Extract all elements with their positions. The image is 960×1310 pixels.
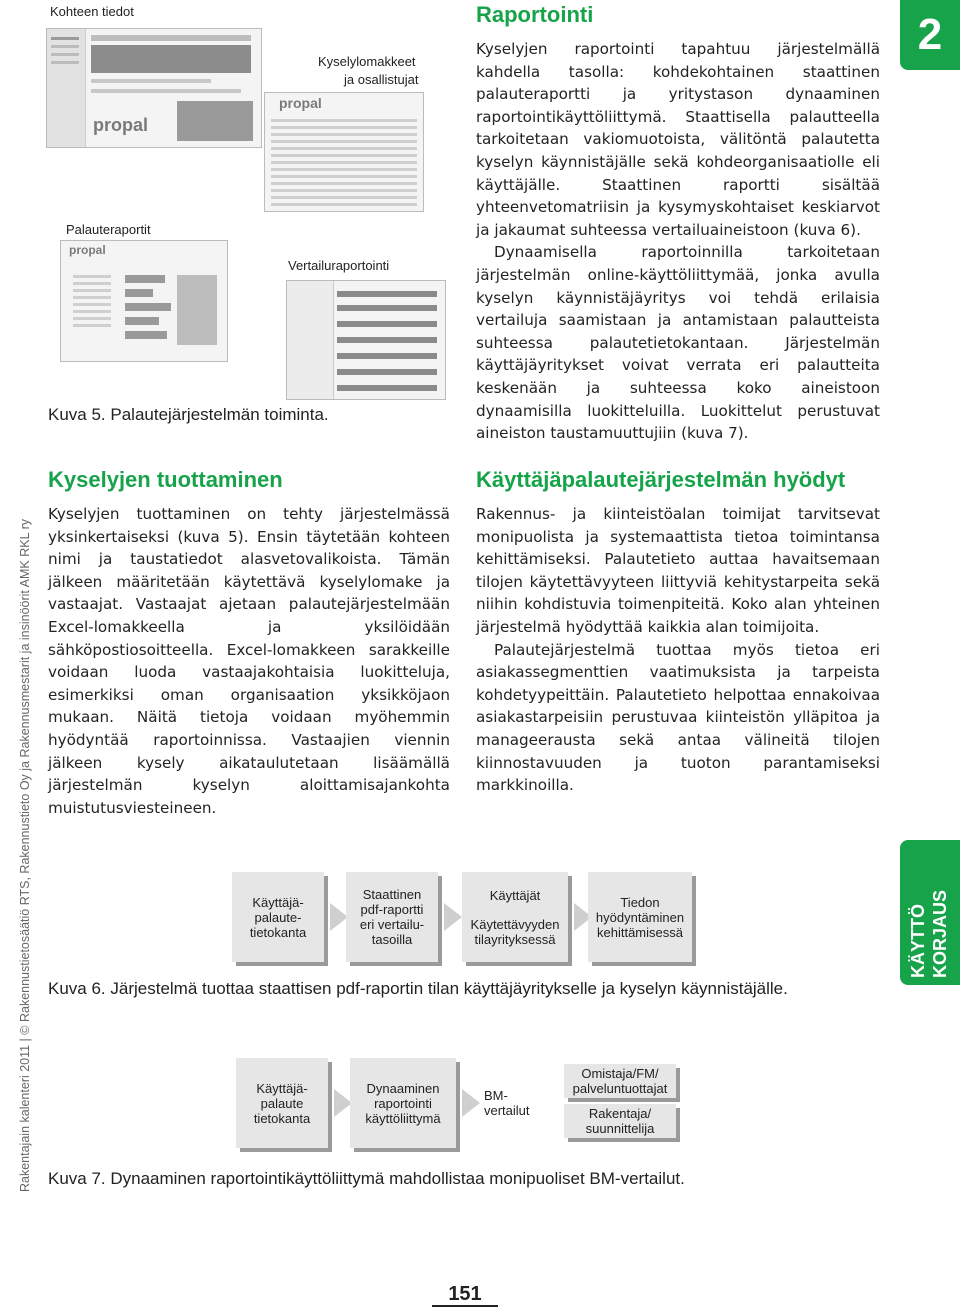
- figure6-caption: Kuva 6. Järjestelmä tuottaa staattisen pdf-raportin tilan käyttäjäyritykselle ja kyselyn käynnistäjälle.: [48, 979, 788, 998]
- fig6-kayttajat-title: Käyttäjät: [489, 887, 541, 903]
- screenshot-kohteen-tiedot: [46, 28, 262, 148]
- chapter-number-tab: 2: [900, 0, 960, 70]
- kyselyjen-text: [48, 503, 450, 819]
- fig6-box-pdf-raportti: Staattinen pdf-raportti eri vertailu- tasoilla: [346, 872, 438, 962]
- propal-logo-small: propal: [279, 95, 322, 111]
- side-tab-line1: KÄYTTÖ: [908, 904, 928, 978]
- screenshot-palauteraportit: [60, 240, 228, 362]
- screenshot-vertailuraportointi: [286, 280, 446, 400]
- figure7-caption: Kuva 7. Dynaaminen raportointikäyttöliittymä mahdollistaa monipuoliset BM-vertailut.: [48, 1169, 685, 1188]
- heading-hyodyt: Käyttäjäpalautejärjestelmän hyödyt: [476, 467, 846, 492]
- screenshot-kyselylomakkeet: [264, 92, 424, 212]
- label-osallistujat: ja osallistujat: [344, 72, 419, 87]
- hyodyt-p1: Rakennus- ja kiinteistöalan toimijat tarvitsevat monipuolista ja systemaattista tietoa toimintansa kehittämiseksi. Palautetieto auttaa havaitsemaan tilojen käytettävyyteen liittyviä kehitystarpeita sekä niihin kohdistuvia toimenpiteitä. Koko alan yhteinen järjestelmä hyödyttää kaikkia alan toimijoita.: [476, 505, 880, 636]
- hyodyt-p2: Palautejärjestelmä tuottaa myös tietoa eri asiakassegmenttien vaatimuksista ja tarpeista kohdetyypeittäin. Palautetieto helpottaa ennakoivaa asiakastarpeisiin perustuvaa kiinteistön ylläpitoa ja manageerausta sekä antaa välineitä tilojen kiinnostavuuden ja tuoton parantamiseksi markkinoilla.: [476, 640, 880, 795]
- fig7-box-omistaja: Omistaja/FM/ palveluntuottajat: [564, 1064, 676, 1098]
- fig7-box-tietokanta: Käyttäjä- palaute tietokanta: [236, 1058, 328, 1148]
- fig7-arrow-2: [462, 1089, 480, 1117]
- heading-kyselyjen-tuottaminen: Kyselyjen tuottaminen: [48, 467, 283, 492]
- raportointi-p2: Dynaamisella raportoinnilla tarkoitetaan järjestelmän online-käyttöliittymää, jonka avulla kyselyn käynnistäjäyritys voi tehdä erilaisia vertailuja saamistaan ja antamistaan palautteista suhteessa palautetietokantaan. Järjestelmän käyttäjäyritykset voivat verrata eri palautteita keskenään ja suhteessa koko aineistoon dynaamisilla luokitteluilla. Luokittelut perustuvat aineiston taustamuuttujiin (kuva 7).: [476, 243, 880, 443]
- raportointi-text: [476, 38, 880, 445]
- fig6-box-tietokanta: Käyttäjä- palaute- tietokanta: [232, 872, 324, 962]
- label-kyselylomakkeet: Kyselylomakkeet: [318, 54, 416, 69]
- label-palauteraportit: Palauteraportit: [66, 222, 151, 237]
- fig6-box-kayttajat: [462, 872, 568, 962]
- label-vertailuraportointi: Vertailuraportointi: [288, 258, 390, 273]
- propal-logo-report: propal: [69, 243, 106, 257]
- propal-logo: propal: [93, 115, 149, 135]
- hyodyt-text: [476, 503, 880, 797]
- page-number-rule: [432, 1305, 498, 1307]
- page-number: 151: [448, 1283, 482, 1305]
- section-side-tab: [900, 840, 960, 985]
- side-tab-line2: KORJAUS: [930, 889, 950, 978]
- fig6-kayttajat-sub: Käytettävyyden tilayrityksessä: [470, 916, 560, 947]
- label-kohteen-tiedot: Kohteen tiedot: [50, 4, 134, 19]
- fig6-arrow-2: [444, 903, 462, 931]
- copyright-credit: Rakentajain kalenteri 2011 | © Rakennustietosäätiö RTS, Rakennustieto Oy ja Rakennusmestarit ja insinöörit AMK RKL ry: [18, 519, 32, 1192]
- heading-raportointi: Raportointi: [476, 2, 594, 27]
- raportointi-p1: Kyselyjen raportointi tapahtuu järjestelmällä kahdella tasolla: kohdekohtainen staattinen palauteraportti ja yritystason dynaaminen raportointikäyttöliittymä. Staattisella palautteella tarkoitetaan vakiomuotoista, välitöntä palautetta kyselyn käynnistäjälle sekä kohdeorganisaatiolle eli käyttäjälle. Staattinen raportti sisältää yhteenvetomatriisin ja kysymyskohtaiset keskiarvot ja jakaumat suhteessa vertailuaineistoon (kuva 6).: [476, 40, 880, 239]
- fig6-box-tiedon-hyodyntaminen: Tiedon hyödyntäminen kehittämisessä: [588, 872, 692, 962]
- kyselyjen-p1: Kyselyjen tuottaminen on tehty järjestelmässä yksinkertaiseksi (kuva 5). Ensin täytetään kohteen nimi ja taustatiedot alasvetovalikoista. Tämän jälkeen määritetään käytettävä kyselylomake ja vastaajat. Vastaajat ajetaan palautejärjestelmään Excel-lomakkeella ja yksilöidään sähköpostiosoitteella. Excel-lomakkeen sarakkeille voidaan luoda vastaajakohtaisia luokitteluja, esimerkiksi oman organisaation yksikköjaon mukaan. Näitä tietoja voidaan myöhemmin hyödyntää raportoinnissa. Vastaajien viennin jälkeen kysely aikataulutetaan lisäämällä järjestelmän kyselyn aloittamisajankohta muistutusviesteineen.: [48, 505, 450, 817]
- fig7-box-rakentaja: Rakentaja/ suunnittelija: [564, 1104, 676, 1138]
- fig7-bm-vertailut: BM- vertailut: [484, 1068, 564, 1138]
- fig7-box-dynaaminen: Dynaaminen raportointi käyttöliittymä: [350, 1058, 456, 1148]
- figure5-caption: Kuva 5. Palautejärjestelmän toiminta.: [48, 405, 329, 424]
